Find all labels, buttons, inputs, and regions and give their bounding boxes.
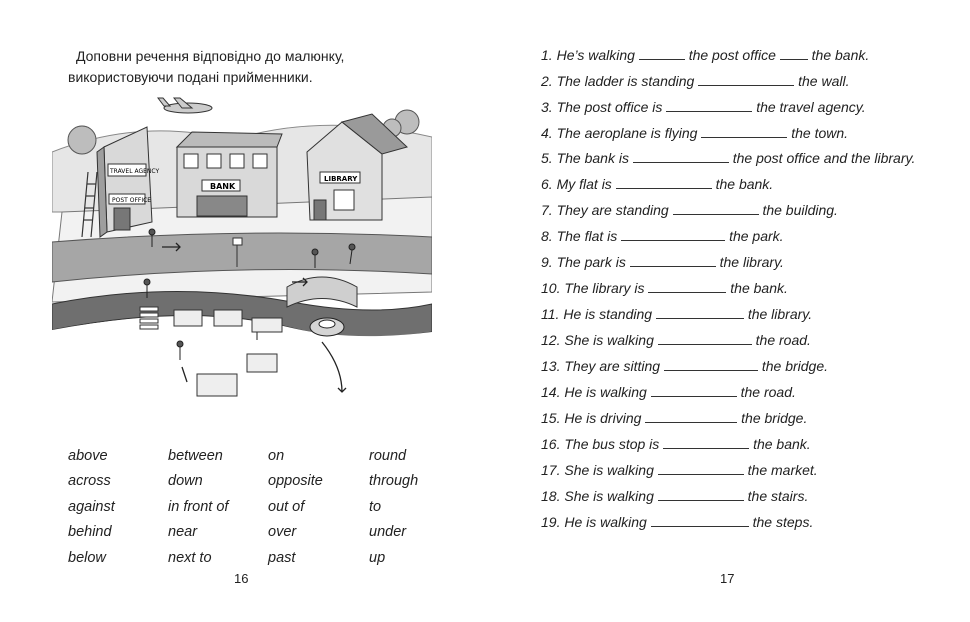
answer-blank[interactable]: [621, 227, 725, 241]
exercise-text: the library.: [747, 306, 813, 322]
preposition-word: under: [369, 524, 407, 541]
exercise-item: [541, 382, 916, 402]
exercise-number: 10.: [541, 280, 561, 296]
answer-blank[interactable]: [616, 175, 712, 189]
exercise-text: He’s walking: [556, 47, 635, 63]
aeroplane-icon: [158, 98, 212, 113]
exercise-text: the library.: [719, 254, 784, 270]
answer-blank[interactable]: [701, 124, 787, 138]
answer-blank[interactable]: [673, 201, 759, 215]
answer-blank[interactable]: [648, 279, 726, 293]
preposition-column: [268, 446, 368, 573]
exercise-item: [541, 278, 916, 298]
exercise-number: 17.: [541, 462, 561, 478]
preposition-word: down: [168, 473, 203, 490]
exercise-item: [541, 486, 916, 506]
exercise-text: the town.: [791, 125, 849, 141]
exercise-number: 13.: [541, 358, 561, 374]
exercise-text: the stairs.: [747, 488, 809, 504]
exercise-text: the park.: [729, 228, 784, 244]
answer-blank[interactable]: [658, 331, 752, 345]
preposition-word: below: [68, 549, 106, 566]
answer-blank[interactable]: [651, 383, 737, 397]
exercise-number: 2.: [541, 73, 553, 89]
library-label: LIBRARY: [324, 175, 358, 183]
preposition-word: up: [369, 549, 386, 566]
answer-blank[interactable]: [639, 46, 685, 60]
exercise-list: [541, 45, 916, 538]
exercise-text: He is walking: [564, 514, 647, 530]
exercise-text: They are standing: [556, 202, 669, 218]
answer-blank[interactable]: [630, 253, 716, 267]
exercise-number: 18.: [541, 488, 561, 504]
instruction-text: Доповни речення відповідно до малюнку, використовуючи подані прийменники.: [68, 48, 345, 85]
exercise-item: [541, 252, 916, 272]
preposition-column: [68, 446, 168, 573]
exercise-text: She is walking: [564, 462, 654, 478]
exercise-item: [541, 226, 916, 246]
preposition-column: [369, 446, 469, 573]
preposition-word: over: [268, 524, 297, 541]
exercise-text: the road.: [740, 384, 796, 400]
exercise-item: [541, 408, 916, 428]
exercise-item: [541, 149, 916, 168]
page-number-left: 16: [234, 571, 249, 586]
answer-blank[interactable]: [780, 46, 808, 60]
answer-blank[interactable]: [656, 305, 744, 319]
exercise-item: [541, 71, 916, 91]
exercise-text: She is walking: [564, 332, 654, 348]
exercise-number: 15.: [541, 410, 561, 426]
answer-blank[interactable]: [633, 149, 729, 163]
exercise-text: The bus stop is: [564, 436, 660, 452]
preposition-word: next to: [168, 549, 212, 566]
preposition-word: against: [68, 498, 115, 515]
exercise-text: My flat is: [556, 176, 612, 192]
answer-blank[interactable]: [658, 487, 744, 501]
exercise-number: 5.: [541, 150, 553, 166]
preposition-word: opposite: [268, 473, 323, 490]
answer-blank[interactable]: [651, 513, 749, 527]
preposition-word: to: [369, 498, 382, 515]
answer-blank[interactable]: [664, 357, 758, 371]
exercise-item: [541, 304, 916, 324]
exercise-number: 16.: [541, 436, 561, 452]
exercise-text: the bank.: [811, 47, 870, 63]
exercise-number: 12.: [541, 332, 561, 348]
bank-building: [177, 132, 282, 217]
exercise-number: 9.: [541, 254, 553, 270]
exercise-item: [541, 434, 916, 454]
exercise-number: 8.: [541, 228, 553, 244]
exercise-text: He is walking: [564, 384, 647, 400]
exercise-text: the bank.: [715, 176, 774, 192]
exercise-item: [541, 356, 916, 376]
answer-blank[interactable]: [698, 72, 794, 86]
preposition-word: through: [369, 473, 419, 490]
exercise-number: 3.: [541, 99, 553, 115]
exercise-text: The flat is: [556, 228, 618, 244]
exercise-text: The aeroplane is flying: [556, 125, 698, 141]
exercise-text: the market.: [747, 462, 818, 478]
exercise-text: the wall.: [798, 73, 850, 89]
exercise-text: The park is: [556, 254, 626, 270]
exercise-text: The post office is: [556, 99, 663, 115]
town-illustration: [52, 92, 432, 422]
exercise-text: the building.: [762, 202, 838, 218]
bank-label: BANK: [210, 182, 236, 191]
exercise-number: 4.: [541, 125, 553, 141]
exercise-text: The ladder is standing: [556, 73, 695, 89]
preposition-word: on: [268, 448, 285, 464]
exercise-item: [541, 45, 916, 65]
preposition-word: between: [168, 448, 223, 464]
preposition-word: above: [68, 448, 108, 464]
answer-blank[interactable]: [658, 461, 744, 475]
exercise-text: the steps.: [752, 514, 814, 530]
exercise-number: 6.: [541, 176, 553, 192]
exercise-item: [541, 200, 916, 220]
preposition-word: behind: [68, 524, 112, 541]
preposition-word: near: [168, 524, 198, 541]
travel-agency-label: TRAVEL AGENCY: [110, 168, 160, 175]
exercise-number: 1.: [541, 47, 553, 63]
exercise-text: They are sitting: [564, 358, 661, 374]
preposition-word: across: [68, 473, 111, 490]
post-office-label: POST OFFICE: [112, 197, 152, 204]
answer-blank[interactable]: [663, 435, 749, 449]
exercise-item: [541, 123, 916, 143]
exercise-text: the road.: [755, 332, 811, 348]
exercise-text: the bridge.: [761, 358, 829, 374]
exercise-item: [541, 330, 916, 350]
exercise-text: He is driving: [564, 410, 642, 426]
preposition-word: round: [369, 448, 407, 464]
preposition-column: [168, 446, 268, 573]
exercise-text: the post office: [688, 47, 776, 63]
exercise-number: 7.: [541, 202, 553, 218]
exercise-item: [541, 174, 916, 194]
exercise-text: He is standing: [563, 306, 653, 322]
page-number-right: 17: [720, 571, 735, 586]
exercise-number: 11.: [541, 306, 560, 322]
car-icon: [310, 318, 344, 336]
exercise-text: the bank.: [753, 436, 811, 452]
preposition-word: in front of: [168, 498, 229, 515]
exercise-text: the travel agency.: [756, 99, 866, 115]
preposition-word: out of: [268, 498, 305, 515]
exercise-text: The library is: [564, 280, 645, 296]
exercise-text: The bank is: [556, 150, 629, 166]
exercise-item: [541, 512, 916, 532]
exercise-item: [541, 460, 916, 480]
exercise-text: the post office and the library.: [732, 150, 916, 166]
exercise-text: She is walking: [564, 488, 654, 504]
exercise-text: the bridge.: [741, 410, 808, 426]
preposition-word: past: [268, 549, 296, 566]
answer-blank[interactable]: [666, 98, 752, 112]
exercise-number: 14.: [541, 384, 561, 400]
exercise-text: the bank.: [730, 280, 788, 296]
exercise-item: [541, 97, 916, 117]
answer-blank[interactable]: [645, 409, 737, 423]
exercise-number: 19.: [541, 514, 561, 530]
